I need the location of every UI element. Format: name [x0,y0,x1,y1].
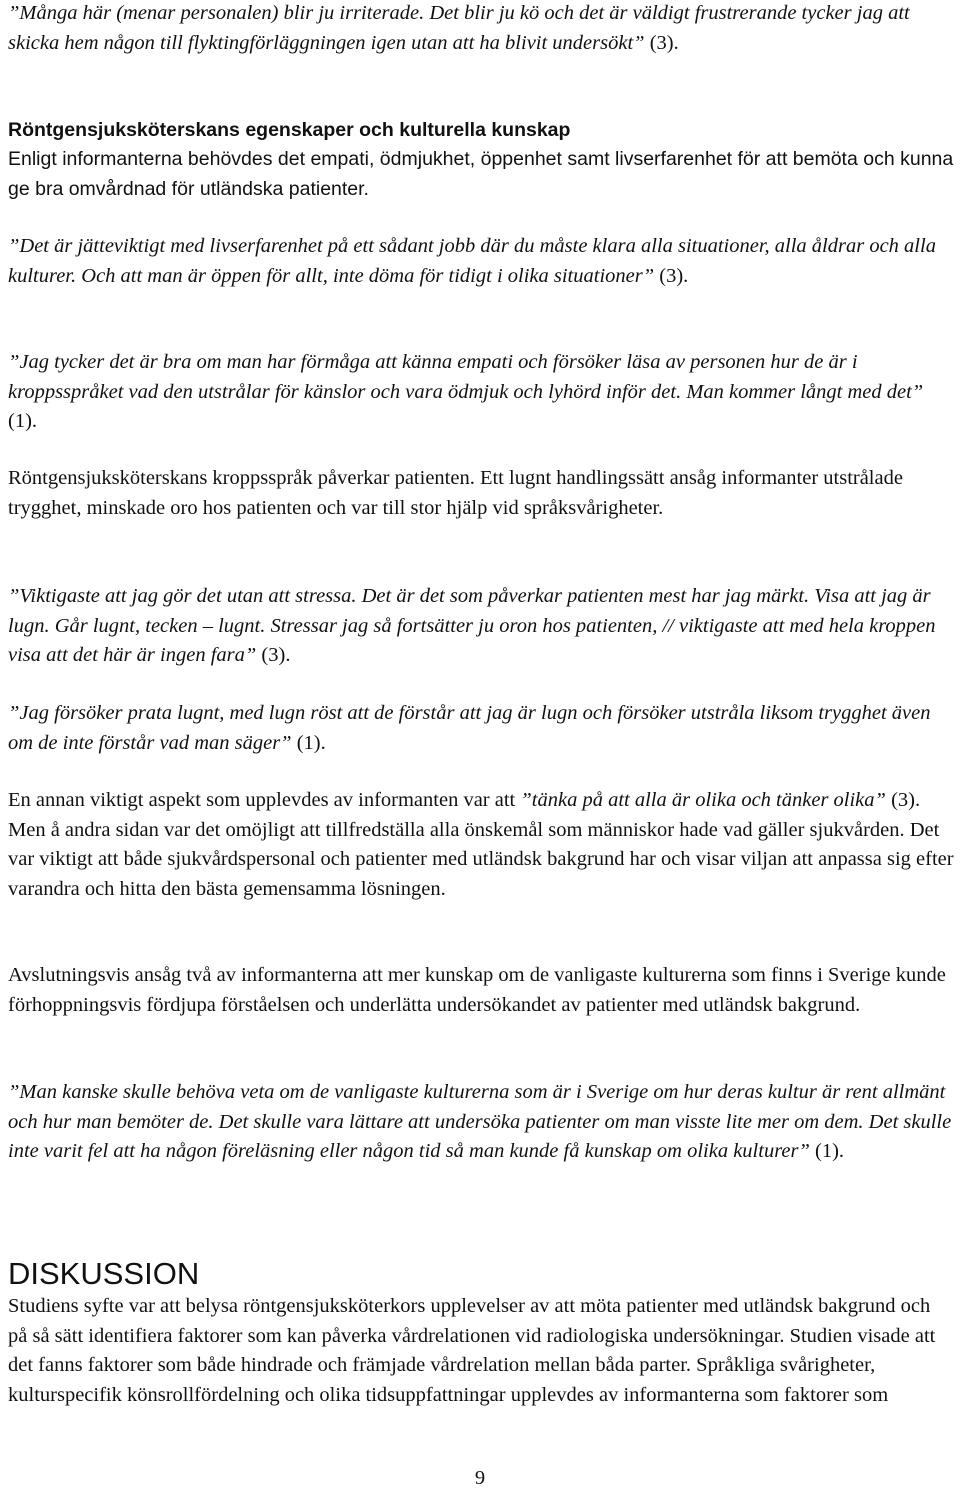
quote-text: ”Jag försöker prata lugnt, med lugn röst att de förstår att jag är lugn och försöker utstråla liksom trygghet även om de inte förstår vad man säger” [8,702,931,754]
paragraph-body-language: Röntgensjuksköterskans kroppsspråk påverkar patienten. Ett lugnt handlingssätt ansåg informanter utstrålade trygghet, minskade oro hos patienten och var till stor hjälp vid språksvårigheter. [8,467,903,519]
paragraph-rest: (3). Men å andra sidan var det omöjligt att tillfredställa alla önskemål som människor hade vad gäller sjukvården. Det var viktigt att både sjukvårdspersonal och patienter med utländsk bakgrund har och visar viljan att anpassa sig efter varandra och hitta den bästa gemensamma lösningen. [8,789,954,900]
section-heading-discussion: DISKUSSION [8,1256,200,1291]
quote-block-stress [8,582,954,671]
quote-text: ”Man kanske skulle behöva veta om de vanligaste kulturerna som är i Sverige om hur deras kultur är rent allmänt och hur man bemöter de. Det skulle vara lättare att undersöka patienter om man visste lite mer om dem. Det skulle inte varit fel att ha någon föreläsning eller någon tid så man kunde få kunskap om olika kulturer” [8,1081,952,1163]
page-number: 9 [474,1467,486,1489]
quote-text: ”Jag tycker det är bra om man har förmåga att känna empati och försöker läsa av personen hur de är i kroppsspråket vad den utstrålar för känslor och vara ödmjuk och lyhörd inför det. Man kommer långt med det” [8,351,924,403]
quote-reference: (1). [8,410,38,433]
subheading-qualities: Röntgensjuksköterskans egenskaper och kulturella kunskap [8,119,571,141]
paragraph-lead: En annan viktigt aspekt som upplevdes av informanten var att [8,789,521,811]
quote-block-empathy [8,348,954,437]
quote-text: ”Det är jätteviktigt med livserfarenhet på ett sådant jobb där du måste klara alla situationer, alla åldrar och alla kulturer. Och att man är öppen för allt, inte döma för tidigt i olika situationer” [8,235,936,287]
quote-reference: (3). [644,31,679,54]
quote-block-cultures [8,1078,954,1167]
quote-reference: (1). [809,1140,845,1163]
paragraph-different-thinking [8,786,954,904]
quote-reference: (1). [291,731,326,754]
quote-text: ”Många här (menar personalen) blir ju irriterade. Det blir ju kö och det är väldigt frustrerande tycker jag att skicka hem någon till flyktingförläggningen igen utan att ha blivit undersökt” [8,2,910,54]
inline-quote: ”tänka på att alla är olika och tänker olika” [520,789,886,811]
paragraph-empathy: Enligt informanterna behövdes det empati, ödmjukhet, öppenhet samt livserfarenhet för att bemöta och kunna ge bra omvårdnad för utländska patienter. [8,148,954,200]
quote-reference: (3). [256,644,291,667]
quote-reference: (3). [654,264,689,287]
paragraph-conclusion: Avslutningsvis ansåg två av informanterna att mer kunskap om de vanligaste kulturerna som finns i Sverige kunde förhoppningsvis fördjupa förståelsen och underlätta undersökandet av patienter med utländsk bakgrund. [8,964,946,1016]
quote-block-life-experience [8,232,954,291]
quote-block-irritation [8,0,954,58]
paragraph-discussion: Studiens syfte var att belysa röntgensjuksköterkors upplevelser av att möta patienter med utländsk bakgrund och på så sätt identifiera faktorer som kan påverka vårdrelationen vid radiologiska undersökningar. Studien visade att det fanns faktorer som både hindrade och främjade vårdrelation mellan båda parter. Språkliga svårigheter, kulturspecifik könsrollfördelning och olika tidsuppfattningar upplevdes av informanterna som faktorer som [8,1295,936,1406]
quote-text: ”Viktigaste att jag gör det utan att stressa. Det är det som påverkar patienten mest har jag märkt. Visa att jag är lugn. Går lugnt, tecken – lugnt. Stressar jag så fortsätter ju oron hos patienten, // viktigaste att med hela kroppen visa att det här är ingen fara” [8,585,936,667]
quote-block-calm-voice [8,699,954,758]
